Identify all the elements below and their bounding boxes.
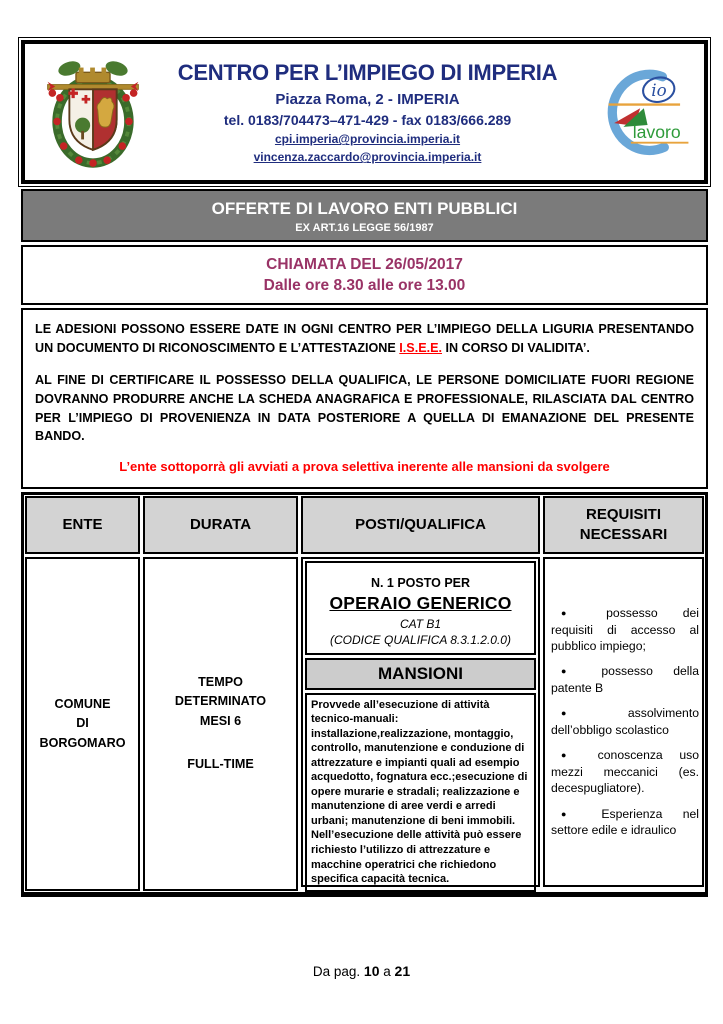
column-header-posti-qualifica: POSTI/QUALIFICA: [301, 496, 540, 554]
footer-separator: a: [383, 964, 391, 979]
notice-paragraph-2: AL FINE DI CERTIFICARE IL POSSESSO DELLA QUALIFICA, LE PERSONE DOMICILIATE FUORI REGIONE DOVRANNO PRODURRE ANCHE LA SCHEDA ANAGRAFICA E PROFESSIONALE, RILASCIATA DAL CENTRO PER L’IMPIEGO DI PROVENIENZA IN DATA POSTERIORE A QUELLA DI EMANAZIONE DEL PRESENTE BANDO.: [35, 372, 694, 444]
requisito-item: [551, 747, 699, 796]
mansioni-description: Provvede all’esecuzione di attività tecnico-manuali: installazione,realizzazione, montaggio, controllo, manutenzione e conduzione di attrezzature e impianti quali ad esempio acquedotto, fognatura ecc.;esecuzione di opere murarie e stradali; realizzazione e manutenzione di aree verdi e arredi urbani; manutenzione di beni immobili. Nell’esecuzione delle attività può essere richiesto l’utilizzo di attrezzature e macchine operatrici che richiedono specifica capacità tecnica.: [305, 693, 536, 892]
requisito-item: [551, 705, 699, 738]
imperia-coat-of-arms-icon: [41, 51, 145, 173]
header-address: Piazza Roma, 2 - IMPERIA: [275, 91, 460, 109]
bullet-icon: ●: [561, 708, 610, 719]
header-box: [21, 40, 708, 184]
banner-subtitle: EX ART.16 LEGGE 56/1987: [295, 222, 434, 234]
qualifica-categoria: CAT B1: [399, 616, 442, 631]
column-header-durata: DURATA: [143, 496, 298, 554]
ente-line: DI: [76, 716, 89, 731]
notice-paragraph-1: [35, 320, 694, 358]
bullet-icon: ●: [561, 750, 580, 761]
cell-requisiti: [543, 557, 704, 887]
io-lavoro-logo: [590, 60, 694, 164]
chiamata-hours: Dalle ore 8.30 alle ore 13.00: [263, 277, 466, 294]
io-text: io: [651, 80, 667, 101]
requisito-text: possesso dei requisiti di accesso al pubblico impiego;: [551, 606, 700, 653]
offers-banner: [21, 189, 708, 242]
lavoro-text: lavoro: [632, 122, 681, 142]
column-header-requisiti: REQUISITI NECESSARI: [543, 496, 704, 554]
cell-durata: [143, 557, 298, 891]
cell-posti-qualifica: [301, 557, 540, 887]
requisito-text: conoscenza uso mezzi meccanici (es. decespugliatore).: [551, 748, 699, 796]
notice-p1-after: IN CORSO DI VALIDITA’.: [442, 340, 590, 355]
cell-ente: [25, 557, 140, 891]
page-title: CENTRO PER L’IMPIEGO DI IMPERIA: [177, 59, 558, 85]
banner-title: OFFERTE DI LAVORO ENTI PUBBLICI: [211, 199, 518, 218]
qualifica-title: OPERAIO GENERICO: [329, 592, 512, 613]
requisito-item: [551, 806, 699, 839]
requisito-item: [551, 605, 699, 654]
durata-fulltime: FULL-TIME: [187, 757, 254, 772]
durata-line: MESI 6: [199, 713, 242, 728]
document-page: [21, 40, 708, 897]
notice-p1-before: LE ADESIONI POSSONO ESSERE DATE IN OGNI CENTRO PER L’IMPIEGO DELLA LIGURIA PRESENTANDO UN DOCUMENTO DI RICONOSCIMENTO E L’ATTESTAZIONE: [35, 322, 694, 355]
column-header-ente: ENTE: [25, 496, 140, 554]
bullet-icon: ●: [561, 808, 584, 819]
bullet-icon: ●: [561, 608, 589, 619]
job-offers-table: [21, 492, 708, 897]
page-footer: [0, 963, 723, 979]
durata-line: TEMPO: [198, 674, 243, 689]
posti-count: N. 1 POSTO PER: [370, 575, 471, 590]
footer-page-from: 10: [363, 963, 380, 979]
ente-line: COMUNE: [54, 696, 111, 711]
requisito-item: [551, 663, 699, 696]
email-link-cpi[interactable]: cpi.imperia@provincia.imperia.it: [274, 132, 461, 147]
isee-link: I.S.E.E.: [399, 340, 442, 355]
qualifica-codice: (CODICE QUALIFICA 8.3.1.2.0.0): [330, 632, 511, 647]
footer-page-to: 21: [394, 963, 411, 979]
durata-line: DETERMINATO: [174, 694, 267, 709]
chiamata-date: CHIAMATA DEL 26/05/2017: [266, 256, 463, 273]
mansioni-header: MANSIONI: [305, 658, 536, 690]
selection-warning: L’ente sottoporrà gli avviati a prova selettiva inerente alle mansioni da svolgere: [119, 459, 610, 475]
qualifica-box: [305, 561, 536, 655]
ente-line: BORGOMARO: [39, 735, 126, 750]
notice-box: [21, 308, 708, 489]
requisito-text: Esperienza nel settore edile e idraulico: [551, 806, 699, 838]
header-text-block: [145, 59, 590, 166]
chiamata-box: [21, 245, 708, 305]
footer-label: Da pag.: [312, 964, 361, 979]
email-link-zaccardo[interactable]: vincenza.zaccardo@provincia.imperia.it: [253, 150, 482, 165]
bullet-icon: ●: [561, 666, 584, 677]
requisito-text: assolvimento dell’obbligo scolastico: [551, 706, 699, 737]
header-phone-fax: tel. 0183/704473–471-429 - fax 0183/666.289: [223, 111, 512, 128]
requisito-text: possesso della patente B: [551, 664, 699, 695]
